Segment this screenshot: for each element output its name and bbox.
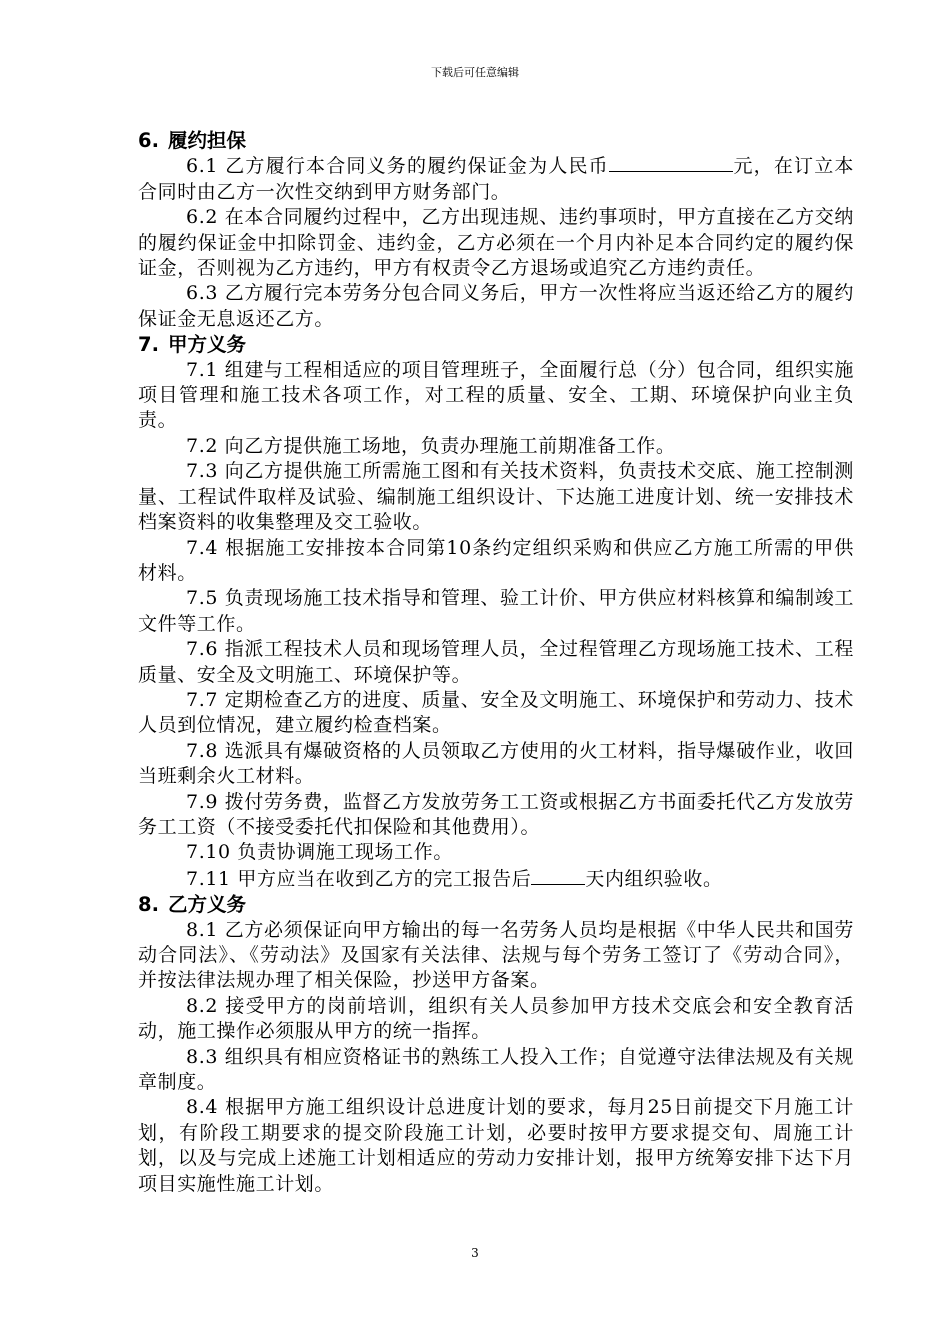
section-number: 8. — [138, 893, 159, 917]
clause-text: 6.3 乙方履行完本劳务分包合同义务后，甲方一次性将应当返还给乙方的履约保证金无息返还乙方。 — [138, 282, 854, 330]
clause-paragraph — [138, 739, 854, 790]
clause-paragraph — [138, 586, 854, 637]
clause-text: 7.8 选派具有爆破资格的人员领取乙方使用的火工材料，指导爆破作业，收回当班剩余火工材料。 — [138, 739, 854, 788]
clause-text: 7.3 向乙方提供施工所需施工图和有关技术资料，负责技术交底、施工控制测量、工程试件取样及试验、编制施工组织设计、下达施工进度计划、统一安排技术档案资料的收集整理及交工验收。 — [138, 460, 854, 534]
section-number: 6. — [138, 129, 159, 152]
clause-paragraph — [138, 637, 854, 688]
clause-text: 6.2 在本合同履约过程中，乙方出现违规、违约事项时，甲方直接在乙方交纳的履约保证金中扣除罚金、违约金，乙方必须在一个月内补足本合同约定的履约保证金，否则视为乙方违约，甲方有权责令乙方退场或追究乙方违约责任。 — [138, 206, 854, 280]
clause-paragraph — [138, 918, 854, 994]
clause-paragraph — [138, 994, 854, 1045]
clause-text: 7.11 甲方应当在收到乙方的完工报告后 — [186, 867, 532, 890]
section-heading — [138, 128, 854, 153]
clause-text: 7.4 根据施工安排按本合同第10条约定组织采购和供应乙方施工所需的甲供材料。 — [138, 536, 854, 584]
page-number: 3 — [471, 1246, 479, 1260]
clause-text: 6.1 乙方履行本合同义务的履约保证金为人民币 — [186, 155, 609, 178]
clause-text: 7.1 组建与工程相适应的项目管理班子，全面履行总（分）包合同，组织实施项目管理和施工技术各项工作，对工程的质量、安全、工期、环境保护向业主负责。 — [138, 358, 854, 432]
clause-paragraph — [138, 434, 854, 459]
clause-text: 7.9 拨付劳务费，监督乙方发放劳务工工资或根据乙方书面委托代乙方发放劳务工工资（不接受委托代扣保险和其他费用）。 — [138, 790, 854, 838]
section-title: 履约担保 — [168, 129, 247, 152]
section-heading — [138, 892, 854, 917]
clause-paragraph — [138, 536, 854, 587]
clause-paragraph — [138, 459, 854, 535]
clause-text: 8.3 组织具有相应资格证书的熟练工人投入工作；自觉遵守法律法规及有关规章制度。 — [138, 1045, 854, 1094]
document-body — [138, 128, 854, 1197]
clause-text: 7.10 负责协调施工现场工作。 — [186, 841, 453, 864]
clause-text: 7.6 指派工程技术人员和现场管理人员，全过程管理乙方现场施工技术、工程质量、安全及文明施工、环境保护等。 — [138, 638, 854, 686]
clause-paragraph — [138, 840, 854, 865]
clause-paragraph — [138, 790, 854, 841]
section-title: 甲方义务 — [168, 333, 247, 357]
clause-paragraph — [138, 1045, 854, 1096]
clause-paragraph — [138, 358, 854, 434]
clause-text: 7.5 负责现场施工技术指导和管理、验工计价、甲方供应材料核算和编制竣工文件等工作。 — [138, 587, 854, 635]
clause-paragraph — [138, 866, 854, 892]
section-title: 乙方义务 — [168, 893, 247, 917]
clause-paragraph — [138, 153, 854, 205]
clause-text-after-blank: 天内组织验收。 — [585, 867, 723, 890]
clause-text-after-blank: 元，在订立本合同时由乙方一次性交纳到甲方财务部门。 — [138, 155, 854, 203]
clause-paragraph — [138, 281, 854, 332]
clause-text: 7.7 定期检查乙方的进度、质量、安全及文明施工、环境保护和劳动力、技术人员到位情况，建立履约检查档案。 — [138, 688, 854, 737]
clause-text: 8.2 接受甲方的岗前培训，组织有关人员参加甲方技术交底会和安全教育活动，施工操作必须服从甲方的统一指挥。 — [138, 994, 854, 1043]
clause-paragraph — [138, 688, 854, 739]
page-header-note: 下载后可任意编辑 — [431, 66, 519, 79]
fill-in-blank — [531, 866, 585, 885]
clause-paragraph — [138, 1095, 854, 1197]
clause-text: 8.4 根据甲方施工组织设计总进度计划的要求，每月25日前提交下月施工计划，有阶段工期要求的提交阶段施工计划，必要时按甲方要求提交旬、周施工计划，以及与完成上述施工计划相适应的劳动力安排计划，报甲方统筹安排下达下月项目实施性施工计划。 — [138, 1096, 854, 1195]
clause-text: 7.2 向乙方提供施工场地，负责办理施工前期准备工作。 — [186, 434, 676, 457]
section-number: 7. — [138, 333, 159, 357]
section-heading — [138, 332, 854, 357]
clause-paragraph — [138, 205, 854, 281]
clause-text: 8.1 乙方必须保证向甲方输出的每一名劳务人员均是根据《中华人民共和国劳动合同法》、《劳动法》及国家有关法律、法规与每个劳务工签订了《劳动合同》，并按法律法规办理了相关保险，抄送甲方备案。 — [138, 918, 854, 992]
fill-in-blank — [609, 153, 733, 172]
